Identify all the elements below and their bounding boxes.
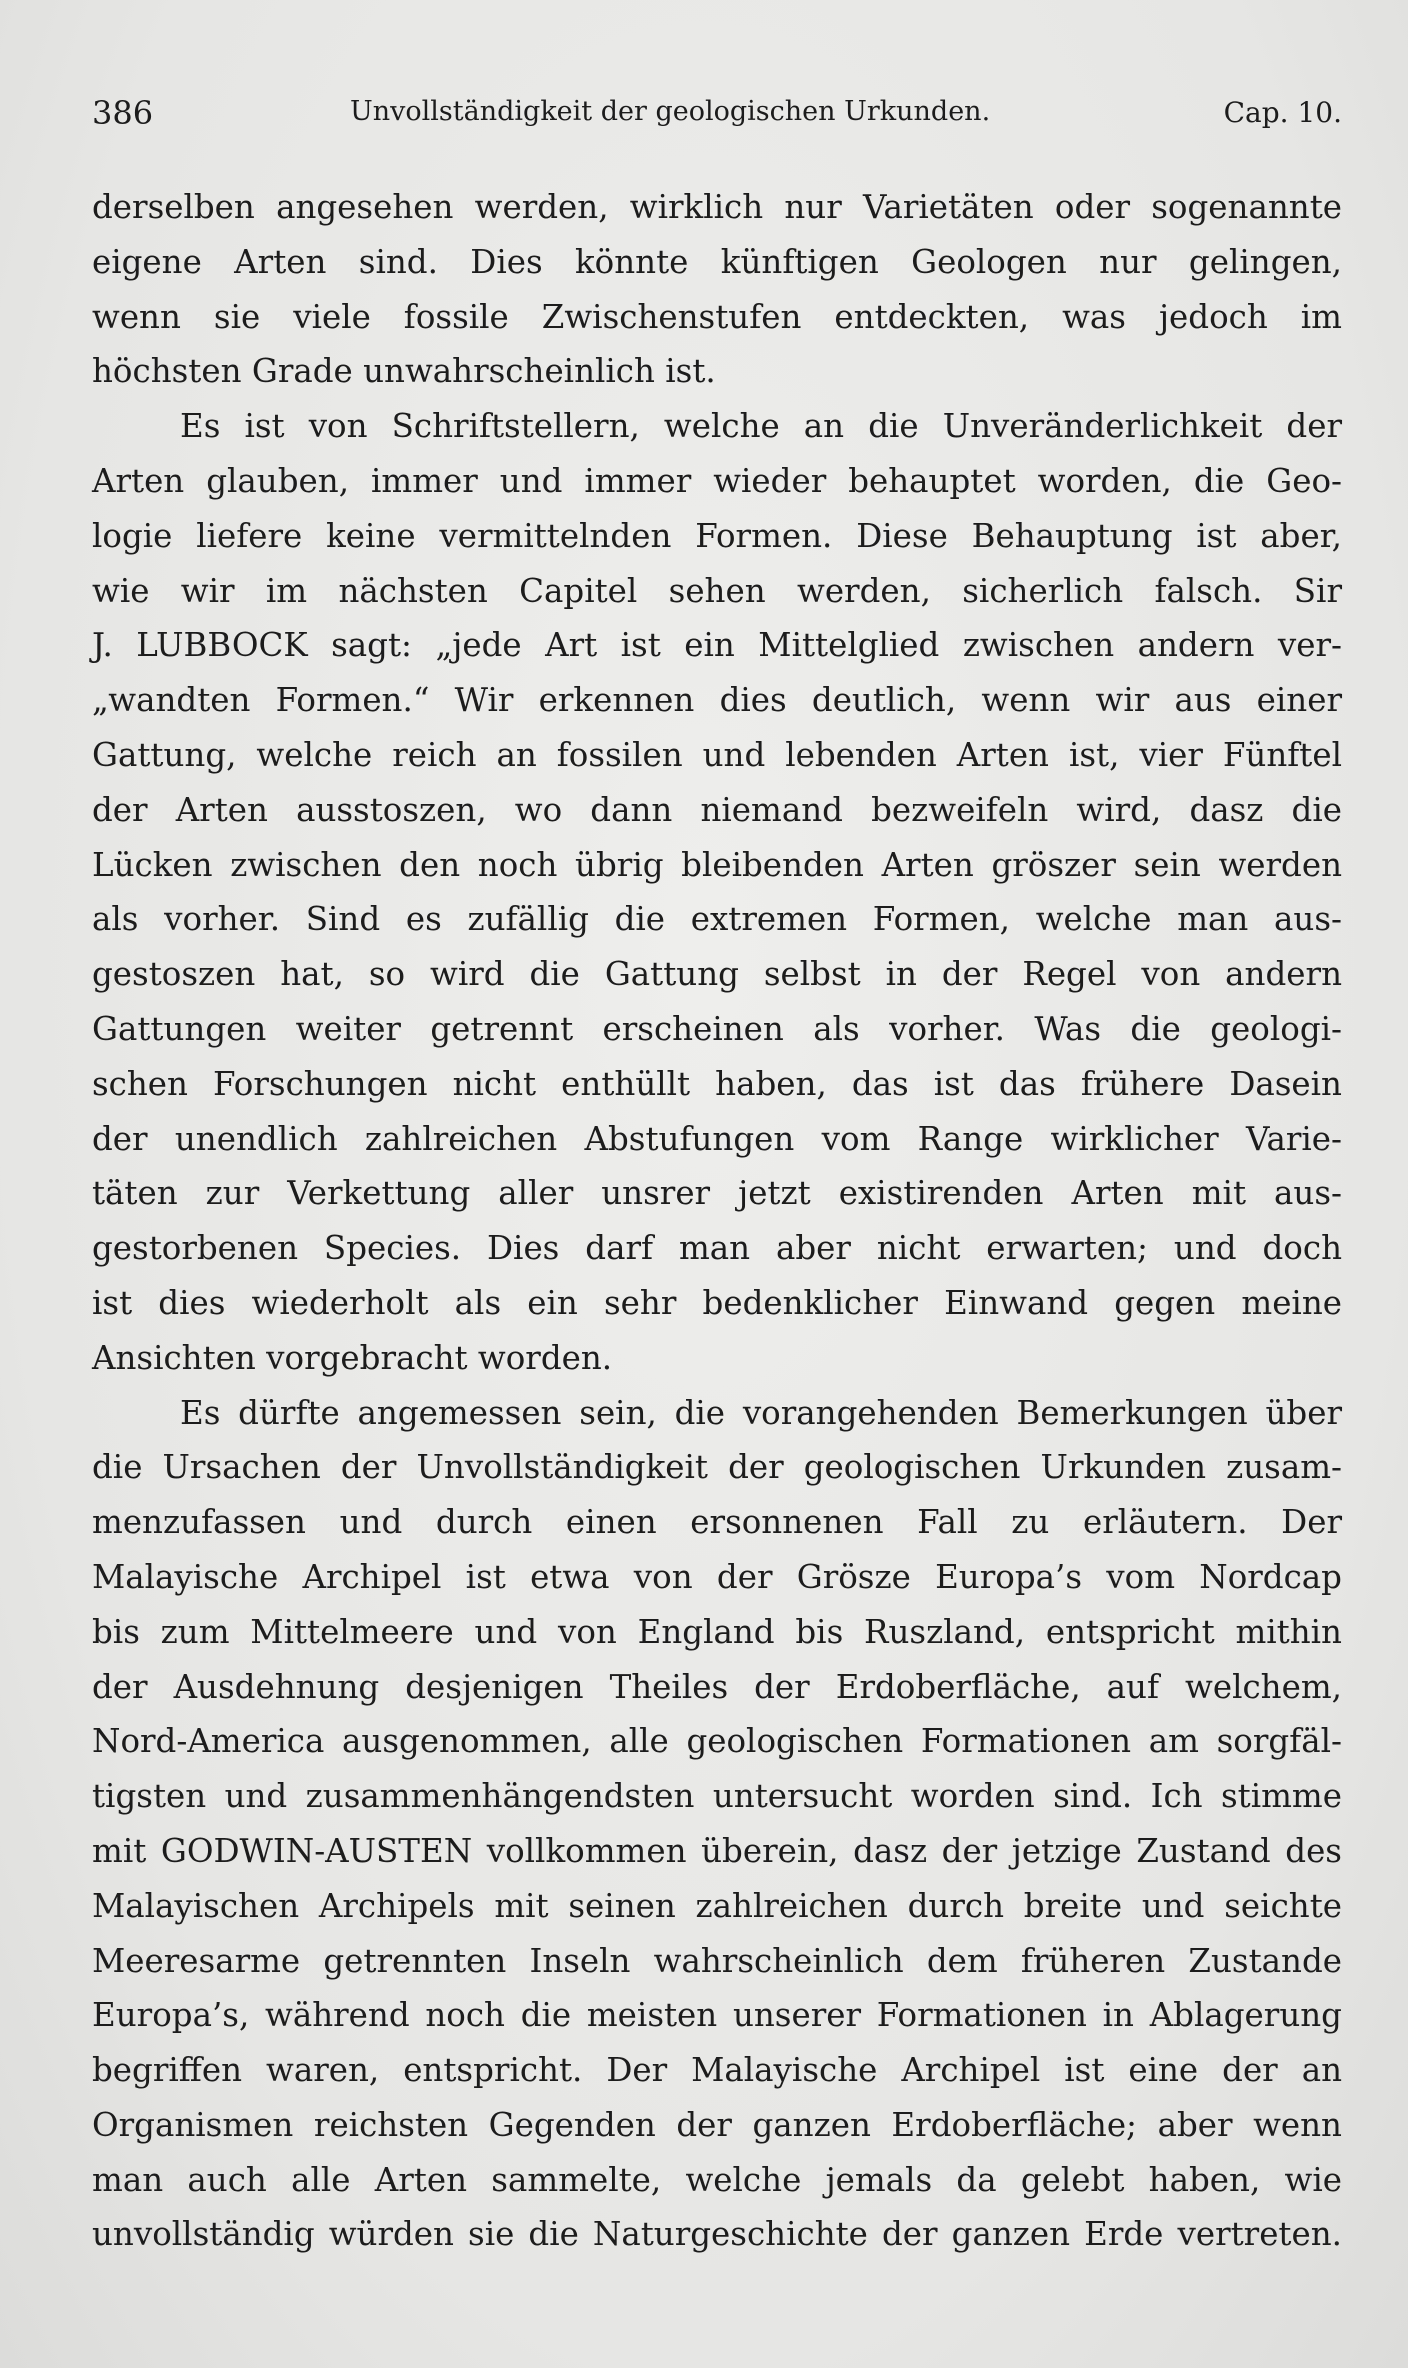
text-line: ist dies wiederholt als ein sehr bedenklicher Einwand gegen meine xyxy=(92,1283,1342,1322)
text-line: J. LUBBOCK sagt: „jede Art ist ein Mittelglied zwischen andern ver- xyxy=(92,626,1342,665)
chapter-label: Cap. 10. xyxy=(1223,96,1342,129)
page-number: 386 xyxy=(92,94,154,132)
text-line: wenn sie viele fossile Zwischenstufen entdeckten, was jedoch im xyxy=(92,297,1342,336)
running-title: Unvollständigkeit der geologischen Urkunden. xyxy=(350,96,991,127)
text-line: Gattungen weiter getrennt erscheinen als vorher. Was die geologi- xyxy=(92,1009,1342,1048)
text-line: mit GODWIN-AUSTEN vollkommen überein, dasz der jetzige Zustand des xyxy=(92,1831,1342,1870)
text-line: höchsten Grade unwahrscheinlich ist. xyxy=(92,352,716,391)
text-line: eigene Arten sind. Dies könnte künftigen Geologen nur gelingen, xyxy=(92,242,1342,281)
text-line: gestoszen hat, so wird die Gattung selbst in der Regel von andern xyxy=(92,955,1342,994)
text-line: Malayische Archipel ist etwa von der Grösze Europa’s vom Nordcap xyxy=(92,1557,1342,1596)
text-line: Lücken zwischen den noch übrig bleibenden Arten gröszer sein werden xyxy=(92,845,1342,884)
text-line: Europa’s, während noch die meisten unserer Formationen in Ablagerung xyxy=(92,1996,1342,2035)
page-header xyxy=(92,94,1342,144)
text-line: Es dürfte angemessen sein, die vorangehenden Bemerkungen über xyxy=(180,1393,1342,1432)
text-line: bis zum Mittelmeere und von England bis Ruszland, entspricht mithin xyxy=(92,1612,1342,1651)
body-text xyxy=(92,180,1342,2262)
text-line: Es ist von Schriftstellern, welche an die Unveränderlichkeit der xyxy=(180,407,1342,446)
text-line: gestorbenen Species. Dies darf man aber nicht erwarten; und doch xyxy=(92,1229,1342,1268)
text-line: begriffen waren, entspricht. Der Malayische Archipel ist eine der an xyxy=(92,2051,1342,2090)
text-line: Ansichten vorgebracht worden. xyxy=(92,1338,613,1377)
text-line: der Ausdehnung desjenigen Theiles der Erdoberfläche, auf welchem, xyxy=(92,1667,1342,1706)
text-line: täten zur Verkettung aller unsrer jetzt existirenden Arten mit aus- xyxy=(92,1174,1342,1213)
text-line: schen Forschungen nicht enthüllt haben, das ist das frühere Dasein xyxy=(92,1064,1342,1103)
text-line: Nord-America ausgenommen, alle geologischen Formationen am sorgfäl- xyxy=(92,1722,1342,1761)
text-line: als vorher. Sind es zufällig die extremen Formen, welche man aus- xyxy=(92,900,1342,939)
text-line: Gattung, welche reich an fossilen und lebenden Arten ist, vier Fünftel xyxy=(92,735,1342,774)
text-line: tigsten und zusammenhängendsten untersucht worden sind. Ich stimme xyxy=(92,1777,1342,1816)
text-line: Meeresarme getrennten Inseln wahrscheinlich dem früheren Zustande xyxy=(92,1941,1342,1980)
text-line: Malayischen Archipels mit seinen zahlreichen durch breite und seichte xyxy=(92,1886,1342,1925)
text-line: menzufassen und durch einen ersonnenen Fall zu erläutern. Der xyxy=(92,1503,1342,1542)
text-line: man auch alle Arten sammelte, welche jemals da gelebt haben, wie xyxy=(92,2160,1342,2199)
text-line: Organismen reichsten Gegenden der ganzen Erdoberfläche; aber wenn xyxy=(92,2105,1342,2144)
text-line: derselben angesehen werden, wirklich nur Varietäten oder sogenannte xyxy=(92,188,1342,226)
text-line: „wandten Formen.“ Wir erkennen dies deutlich, wenn wir aus einer xyxy=(92,681,1342,720)
text-line: der Arten ausstoszen, wo dann niemand bezweifeln wird, dasz die xyxy=(92,790,1342,829)
text-line: der unendlich zahlreichen Abstufungen vom Range wirklicher Varie- xyxy=(92,1119,1342,1158)
text-line: logie liefere keine vermittelnden Formen. Diese Behauptung ist aber, xyxy=(92,516,1342,555)
text-line: die Ursachen der Unvollständigkeit der geologischen Urkunden zusam- xyxy=(92,1448,1342,1487)
text-line: Arten glauben, immer und immer wieder behauptet worden, die Geo- xyxy=(92,461,1342,500)
text-line: unvollständig würden sie die Naturgeschichte der ganzen Erde vertreten. xyxy=(92,2215,1342,2254)
text-line: wie wir im nächsten Capitel sehen werden, sicherlich falsch. Sir xyxy=(92,571,1342,610)
